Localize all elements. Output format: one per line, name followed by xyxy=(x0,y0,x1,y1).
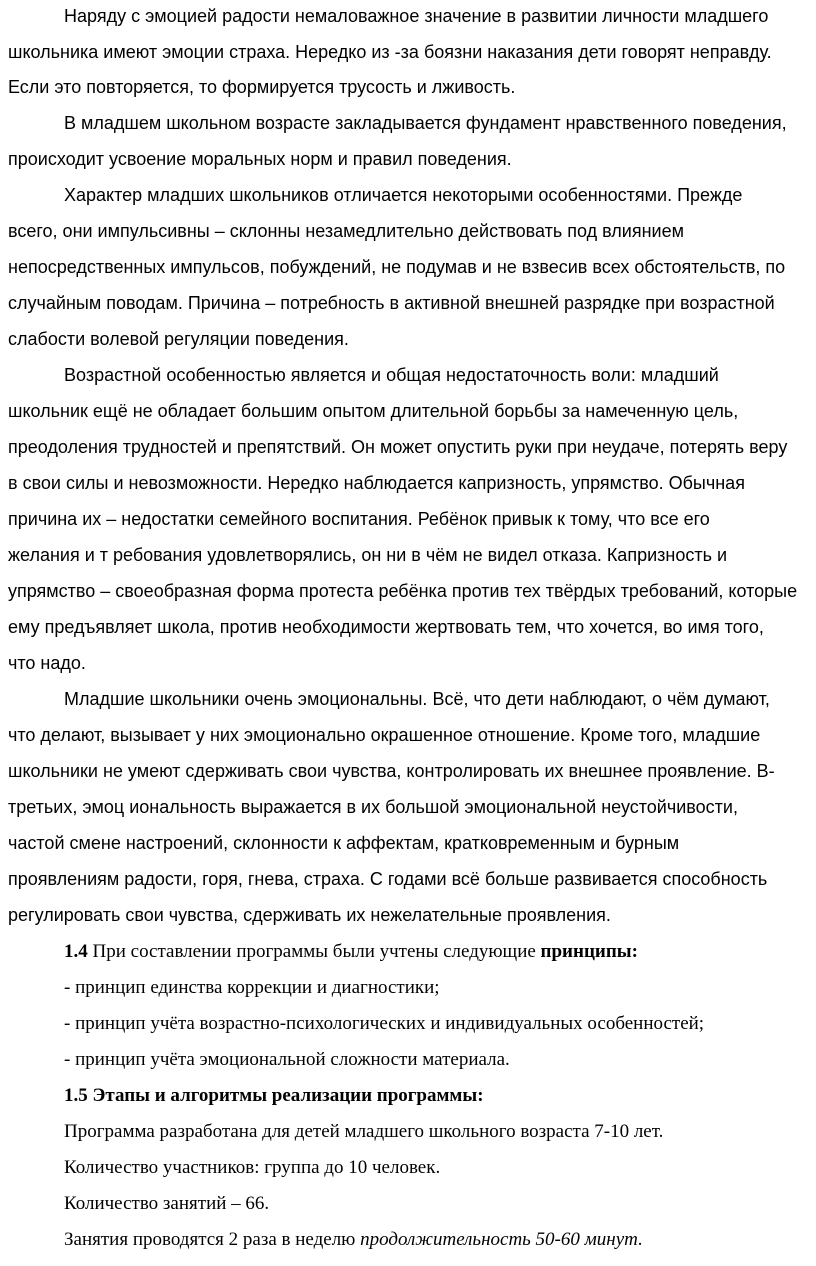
text-line: в свои силы и невозможности. Нередко наблюдается капризность, упрямство. Обычная xyxy=(8,473,745,493)
text-line: что делают, вызывает у них эмоционально окрашенное отношение. Кроме того, младшие xyxy=(8,725,761,745)
section-heading-stages xyxy=(64,1084,484,1108)
text-line: частой смене настроений, склонности к аффектам, кратковременным и бурным xyxy=(8,833,680,853)
text-line: всего, они импульсивны – склонны незамедлительно действовать под влиянием xyxy=(8,221,684,241)
text-line: школьник ещё не обладает большим опытом длительной борьбы за намеченную цель, xyxy=(8,401,739,421)
text-line: случайным поводам. Причина – потребность в активной внешней разрядке при возрастной xyxy=(8,293,775,313)
principle-item: - принцип единства коррекции и диагностики; xyxy=(64,977,440,998)
principle-item: - принцип учёта эмоциональной сложности материала. xyxy=(64,1049,510,1070)
program-line: Количество занятий – 66. xyxy=(64,1193,270,1214)
schedule-duration: продолжительность 50-60 минут. xyxy=(360,1229,643,1250)
text-line: проявлениям радости, горя, гнева, страха. С годами всё больше развивается способность xyxy=(8,869,768,889)
text-line: Характер младших школьников отличается некоторыми особенностями. Прежде xyxy=(64,185,743,205)
text-line: непосредственных импульсов, побуждений, не подумав и не взвесив всех обстоятельств, по xyxy=(8,257,786,277)
text-line: третьих, эмоц иональность выражается в их большой эмоциональной неустойчивости, xyxy=(8,797,738,817)
section-number: 1.4 xyxy=(64,941,88,962)
text-line: регулировать свои чувства, сдерживать их нежелательные проявления. xyxy=(8,905,611,925)
text-line: ему предъявляет школа, против необходимости жертвовать тем, что хочется, во имя того, xyxy=(8,617,764,637)
section-heading-principles xyxy=(64,940,638,964)
text-line: происходит усвоение моральных норм и правил поведения. xyxy=(8,149,512,169)
schedule-text: Занятия проводятся 2 раза в неделю xyxy=(64,1229,361,1250)
principle-item: - принцип учёта возрастно-психологических и индивидуальных особенностей; xyxy=(64,1013,705,1034)
text-line: Младшие школьники очень эмоциональны. Всё, что дети наблюдают, о чём думают, xyxy=(64,689,770,709)
program-line: Программа разработана для детей младшего школьного возраста 7-10 лет. xyxy=(64,1121,664,1142)
text-line: школьники не умеют сдерживать свои чувства, контролировать их внешнее проявление. В- xyxy=(8,761,775,781)
text-line: школьника имеют эмоции страха. Нередко из -за боязни наказания дети говорят неправду. xyxy=(8,42,772,62)
section-text: При составлении программы были учтены следующие xyxy=(87,941,541,962)
text-line: Наряду с эмоцией радости немаловажное значение в развитии личности младшего xyxy=(64,6,769,26)
text-line: упрямство – своеобразная форма протеста ребёнка против тех твёрдых требований, которые xyxy=(8,581,798,601)
text-line: причина их – недостатки семейного воспитания. Ребёнок привык к тому, что все его xyxy=(8,509,710,529)
text-line: В младшем школьном возрасте закладывается фундамент нравственного поведения, xyxy=(64,113,787,133)
text-line: Если это повторяется, то формируется трусость и лживость. xyxy=(8,77,516,97)
program-line-schedule xyxy=(64,1228,643,1252)
text-line: слабости волевой регуляции поведения. xyxy=(8,329,349,349)
program-line: Количество участников: группа до 10 человек. xyxy=(64,1157,441,1178)
section-title: Этапы и алгоритмы реализации программы: xyxy=(87,1085,484,1106)
section-keyword: принципы: xyxy=(540,941,638,962)
text-line: преодоления трудностей и препятствий. Он может опустить руки при неудаче, потерять веру xyxy=(8,437,788,457)
text-line: желания и т ребования удовлетворялись, он ни в чём не видел отказа. Капризность и xyxy=(8,545,728,565)
section-number: 1.5 xyxy=(64,1085,88,1106)
text-line: Возрастной особенностью является и общая недостаточность воли: младший xyxy=(64,365,719,385)
text-line: что надо. xyxy=(8,653,86,673)
